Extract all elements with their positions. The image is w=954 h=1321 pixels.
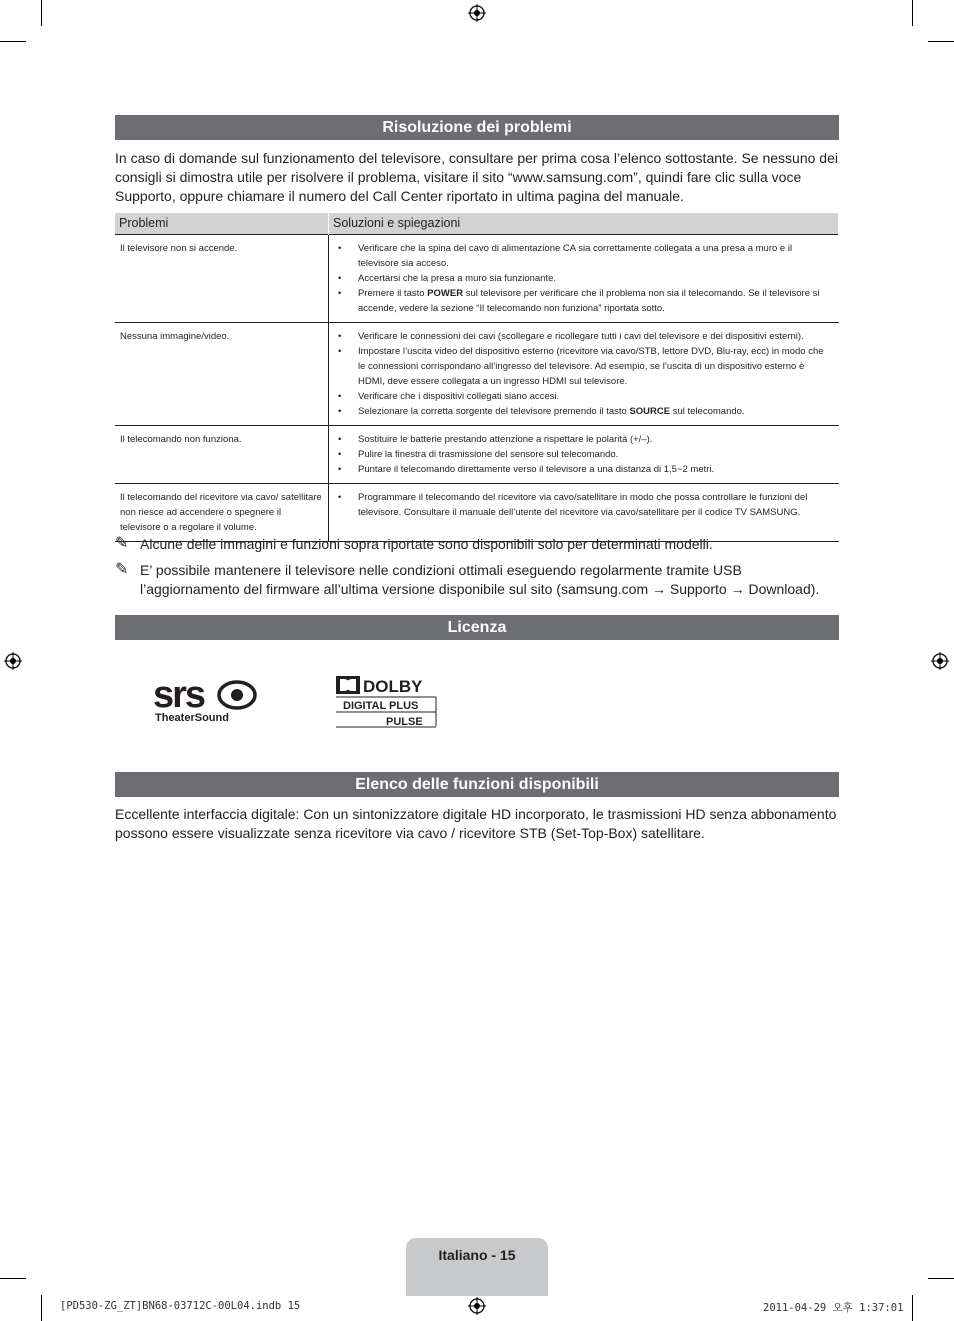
srs-logo-text: srs (153, 676, 205, 716)
solutions-cell (329, 235, 839, 323)
solutions-cell (329, 484, 839, 542)
srs-theatersound-logo (153, 676, 263, 726)
section-title-license: Licenza (115, 615, 839, 640)
section-title-features: Elenco delle funzioni disponibili (115, 772, 839, 797)
solution-item: • Verificare che la spina del cavo di alimentazione CA sia correttamente collegata a una presa a muro e il televisore sia acceso. (358, 241, 834, 271)
solution-item: • Programmare il telecomando del ricevitore via cavo/satellitare in modo che possa controllare le funzioni del televisore. Consultare il manuale dell’utente del ricevitore via cavo/satellitare per il codice TV SAMSUNG. (358, 490, 834, 520)
crop-mark (912, 0, 913, 26)
dolby-line3-text: PULSE (386, 716, 423, 728)
note-2 (115, 561, 843, 599)
srs-logo-icon (153, 676, 263, 726)
button-name: POWER (427, 288, 464, 299)
registration-mark-icon (931, 652, 949, 670)
crop-mark (928, 1278, 954, 1279)
crop-mark (41, 1295, 42, 1321)
dolby-digital-plus-pulse-logo (335, 675, 439, 729)
note-1 (115, 535, 843, 554)
dolby-logo-icon (335, 675, 439, 729)
table-header-row (115, 213, 839, 235)
crop-mark (928, 41, 954, 42)
page-number-tab (406, 1238, 548, 1296)
column-header-problems: Problemi (115, 213, 329, 235)
file-slug: [PD530-ZG_ZT]BN68-03712C-00L04.indb 15 (60, 1300, 301, 1312)
column-header-solutions: Soluzioni e spiegazioni (329, 213, 839, 235)
solution-item: • Impostare l’uscita video del dispositivo esterno (ricevitore via cavo/STB, lettore DVD, Blu-ray, ecc) in modo che le connessioni corrispondano all’ingresso del televisore. Ad esempio, se l’uscita di un dispositivo esterno è HDMI, deve essere collegata a un ingresso HDMI sul televisore. (358, 344, 834, 389)
solution-item: • Premere il tasto POWER sul televisore per verificare che il problema non sia il telecomando. Se il televisore si accende, vedere la sezione “Il telecomando non funziona” riportata sotto. (358, 286, 834, 316)
crop-mark (0, 1278, 26, 1279)
solution-item: • Selezionare la corretta sorgente del televisore premendo il tasto SOURCE sul telecomando. (358, 404, 834, 419)
page-number-label: Italiano - 15 (438, 1247, 516, 1263)
dolby-logo-text: DOLBY (363, 677, 423, 696)
problem-cell: Nessuna immagine/video. (115, 323, 329, 426)
registration-mark-icon (4, 652, 22, 670)
crop-mark (41, 0, 42, 26)
date-slug: 2011-04-29 오후 1:37:01 (763, 1302, 904, 1314)
srs-logo-subtext: TheaterSound (155, 712, 229, 724)
table-row (115, 235, 839, 323)
solutions-cell (329, 426, 839, 484)
note-text: E’ possibile mantenere il televisore nelle condizioni ottimali eseguendo regolarmente tramite USB l’aggiornamento del firmware all’ultima versione disponibile sul sito (samsung.com → Supporto → Download). (140, 562, 820, 597)
solution-item: • Puntare il telecomando direttamente verso il televisore a una distanza di 1,5~2 metri. (358, 462, 834, 477)
registration-mark-icon (468, 4, 486, 22)
table-row (115, 484, 839, 542)
troubleshooting-table (115, 213, 839, 542)
crop-mark (0, 41, 26, 42)
pencil-note-icon: ✎ (115, 561, 129, 578)
solution-item: • Sostituire le batterie prestando attenzione a rispettare le polarità (+/–). (358, 432, 834, 447)
problem-cell: Il telecomando non funziona. (115, 426, 329, 484)
table-row (115, 426, 839, 484)
button-name: SOURCE (629, 406, 671, 417)
crop-mark (912, 1295, 913, 1321)
features-paragraph: Eccellente interfaccia digitale: Con un sintonizzatore digitale HD incorporato, le trasmissioni HD senza abbonamento possono essere visualizzate senza ricevitore via cavo / ricevitore STB (Set-Top-Box) satellitare. (115, 806, 837, 841)
solution-item: • Verificare che i dispositivi collegati siano accesi. (358, 389, 834, 404)
dolby-line2-text: DIGITAL PLUS (343, 700, 419, 712)
solution-item: • Verificare le connessioni dei cavi (scollegare e ricollegare tutti i cavi del televisore e dei dispositivi esterni). (358, 329, 834, 344)
pencil-note-icon: ✎ (115, 535, 129, 552)
solution-item: • Pulire la finestra di trasmissione del sensore sul telecomando. (358, 447, 834, 462)
intro-paragraph: In caso di domande sul funzionamento del televisore, consultare per prima cosa l’elenco sottostante. Se nessuno dei consigli si dimostra utile per risolvere il problema, visitare il sito “www.samsung.com”, quindi fare clic sulla voce Supporto, oppure chiamare il numero del Call Center riportato in ultima pagina del manuale. (115, 150, 838, 204)
table-row (115, 323, 839, 426)
note-text: Alcune delle immagini e funzioni sopra riportate sono disponibili solo per determinati modelli. (140, 536, 713, 552)
registration-mark-icon (468, 1297, 486, 1315)
solution-item: • Accertarsi che la presa a muro sia funzionante. (358, 271, 834, 286)
section-title-troubleshooting: Risoluzione dei problemi (115, 115, 839, 140)
problem-cell: Il televisore non si accende. (115, 235, 329, 323)
solutions-cell (329, 323, 839, 426)
problem-cell: Il telecomando del ricevitore via cavo/ satellitare non riesce ad accendere o spegnere il televisore o a regolare il volume. (115, 484, 329, 542)
